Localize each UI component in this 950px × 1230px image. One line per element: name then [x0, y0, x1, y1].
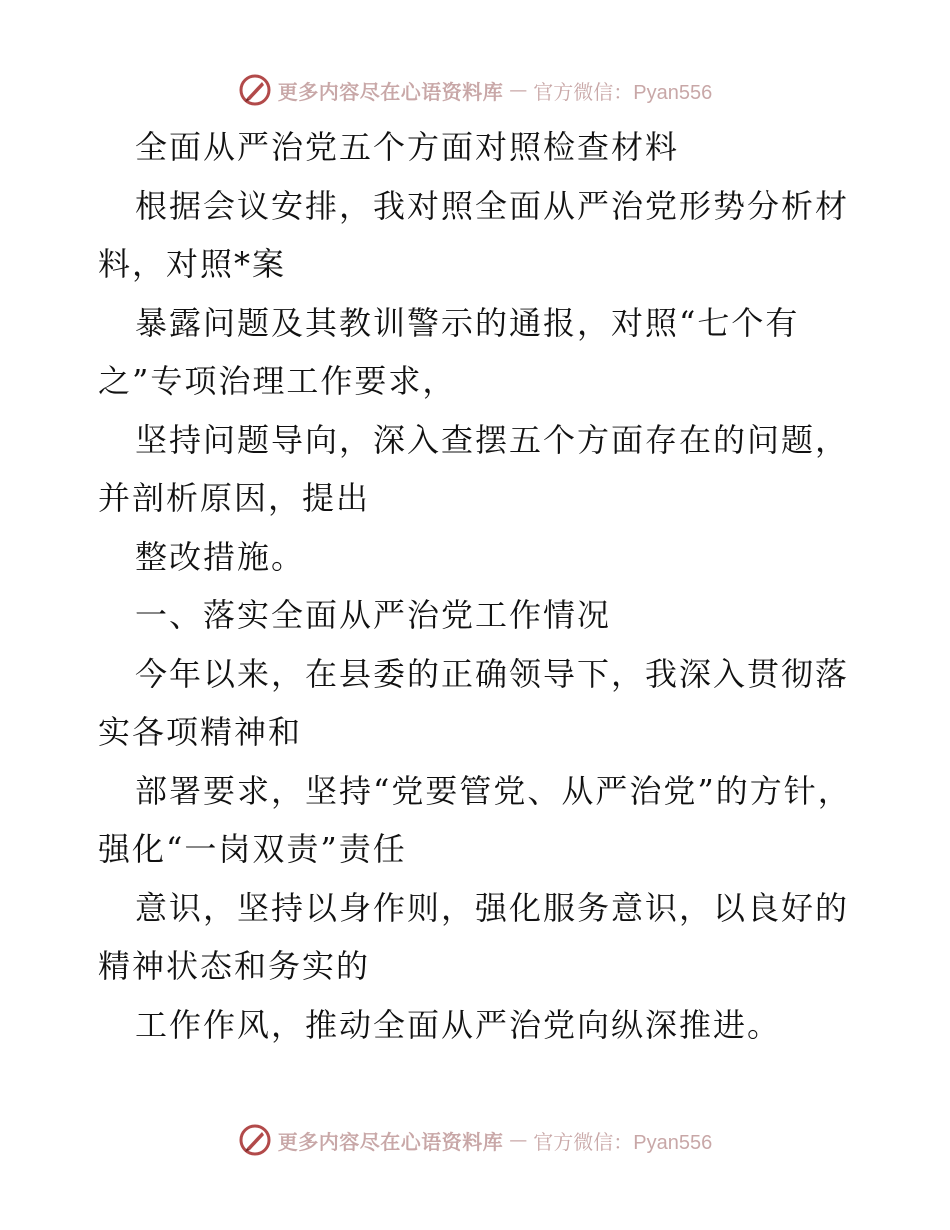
- paragraph-line: 整改措施。: [135, 537, 306, 576]
- paragraph-line: 工作作风，推动全面从严治党向纵深推进。: [135, 1005, 782, 1044]
- paragraph-line: 今年以来，在县委的正确领导下，我深入贯彻落实各项精神和: [98, 654, 850, 751]
- paragraph-line: 意识，坚持以身作则，强化服务意识，以良好的精神状态和务实的: [98, 888, 850, 985]
- document-title: 全面从严治党五个方面对照检查材料: [135, 128, 680, 166]
- watermark-wechat: 官方微信：Pyan556: [533, 81, 713, 104]
- watermark-wechat: 官方微信：Pyan556: [533, 1131, 713, 1154]
- document-body: [98, 118, 858, 1054]
- header-watermark: [0, 70, 950, 110]
- watermark-separator: —: [509, 1129, 528, 1151]
- watermark-text: 更多内容尽在心语资料库: [277, 1129, 504, 1154]
- paragraph-line: 暴露问题及其教训警示的通报，对照“七个有之”专项治理工作要求，: [98, 303, 800, 400]
- paragraph-line: 根据会议安排，我对照全面从严治党形势分析材料，对照*案: [98, 186, 850, 283]
- section-heading: 一、落实全面从严治党工作情况: [135, 596, 612, 634]
- quill-logo-icon: [238, 73, 272, 107]
- paragraph-line: 部署要求，坚持“党要管党、从严治党”的方针，强化“一岗双责”责任: [98, 771, 852, 868]
- paragraph-line: 坚持问题导向，深入查摆五个方面存在的问题，并剖析原因，提出: [98, 420, 850, 517]
- quill-logo-icon: [238, 1123, 272, 1157]
- watermark-text: 更多内容尽在心语资料库: [277, 79, 504, 104]
- watermark-separator: —: [509, 79, 528, 101]
- footer-watermark: [0, 1120, 950, 1160]
